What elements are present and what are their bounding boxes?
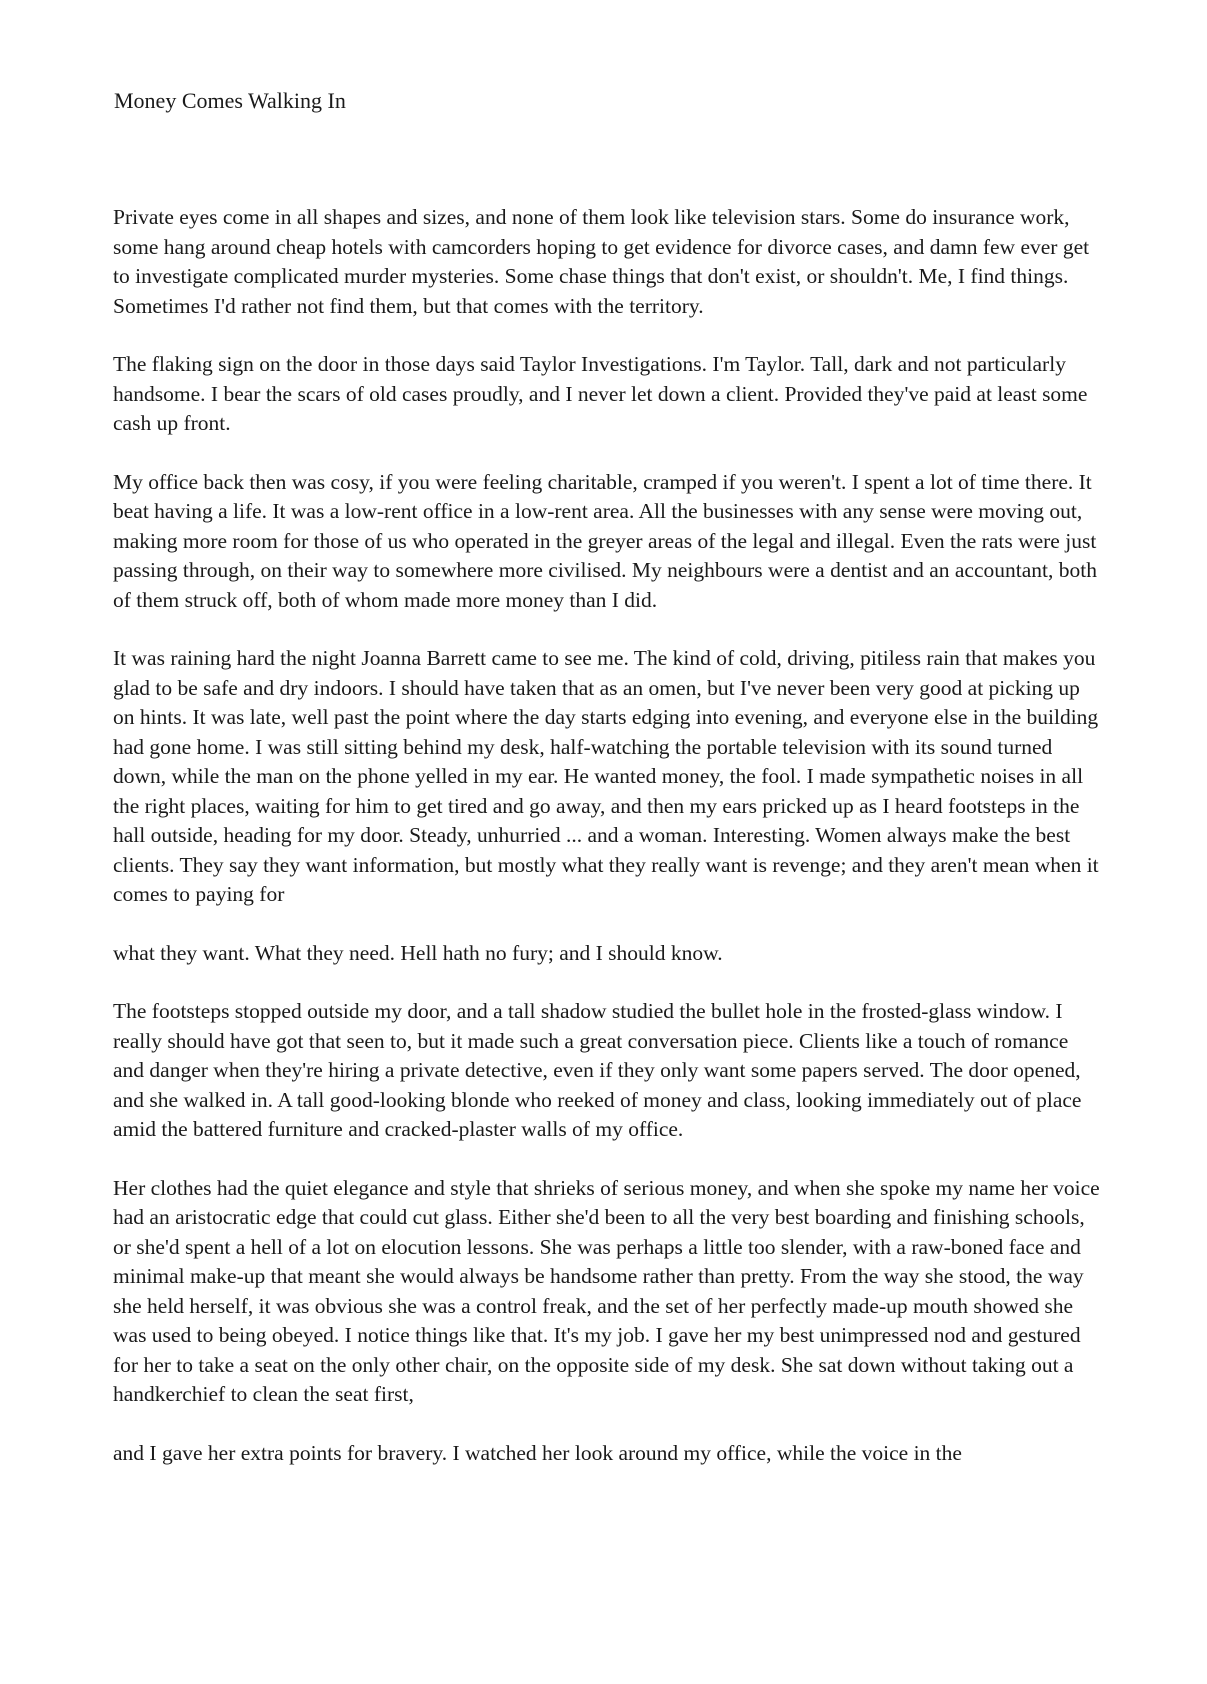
paragraph-6: The footsteps stopped outside my door, and a tall shadow studied the bullet hole in the frosted-glass window. I really should have got that seen to, but it made such a great conversation piece. Clients like a touch of romance and danger when they're hiring a private detective, even if they only want some papers served. The door opened, and she walked in. A tall good-looking blonde who reeked of money and class, looking immediately out of place amid the battered furniture and cracked-plaster walls of my office. [113, 999, 1082, 1141]
document-body [113, 203, 1103, 1497]
paragraph-2: The flaking sign on the door in those days said Taylor Investigations. I'm Taylor. Tall, dark and not particularly handsome. I bear the scars of old cases proudly, and I never let down a client. Provided they've paid at least some cash up front. [113, 352, 1088, 435]
paragraph-7: Her clothes had the quiet elegance and style that shrieks of serious money, and when she spoke my name her voice had an aristocratic edge that could cut glass. Either she'd been to all the very best boarding and finishing schools, or she'd spent a hell of a lot on elocution lessons. She was perhaps a little too slender, with a raw-boned face and minimal make-up that meant she would always be handsome rather than pretty. From the way she stood, the way she held herself, it was obvious she was a control freak, and the set of her perfectly made-up mouth showed she was used to being obeyed. I notice things like that. It's my job. I gave her my best unimpressed nod and gestured for her to take a seat on the only other chair, on the opposite side of my desk. She sat down without taking out a handkerchief to clean the seat first, [113, 1175, 1100, 1406]
paragraph-8: and I gave her extra points for bravery. I watched her look around my office, while the voice in the [113, 1440, 962, 1465]
paragraph-4: It was raining hard the night Joanna Barrett came to see me. The kind of cold, driving, pitiless rain that makes you glad to be safe and dry indoors. I should have taken that as an omen, but I've never been very good at picking up on hints. It was late, well past the point where the day starts edging into evening, and everyone else in the building had gone home. I was still sitting behind my desk, half-watching the portable television with its sound turned down, while the man on the phone yelled in my ear. He wanted money, the fool. I made sympathetic noises in all the right places, waiting for him to get tired and go away, and then my ears pricked up as I heard footsteps in the hall outside, heading for my door. Steady, unhurried ... and a woman. Interesting. Women always make the best clients. They say they want information, but mostly what they really want is revenge; and they aren't mean when it comes to paying for [113, 646, 1099, 906]
paragraph-5: what they want. What they need. Hell hath no fury; and I should know. [113, 940, 723, 965]
paragraph-1: Private eyes come in all shapes and sizes, and none of them look like television stars. Some do insurance work, some hang around cheap hotels with camcorders hoping to get evidence for divorce cases, and damn few ever get to investigate complicated murder mysteries. Some chase things that don't exist, or shouldn't. Me, I find things. Sometimes I'd rather not find them, but that comes with the territory. [113, 205, 1090, 318]
paragraph-3: My office back then was cosy, if you were feeling charitable, cramped if you weren't. I spent a lot of time there. It beat having a life. It was a low-rent office in a low-rent area. All the businesses with any sense were moving out, making more room for those of us who operated in the greyer areas of the legal and illegal. Even the rats were just passing through, on their way to somewhere more civilised. My neighbours were a dentist and an accountant, both of them struck off, both of whom made more money than I did. [113, 469, 1097, 612]
document-title: Money Comes Walking In [114, 88, 346, 113]
